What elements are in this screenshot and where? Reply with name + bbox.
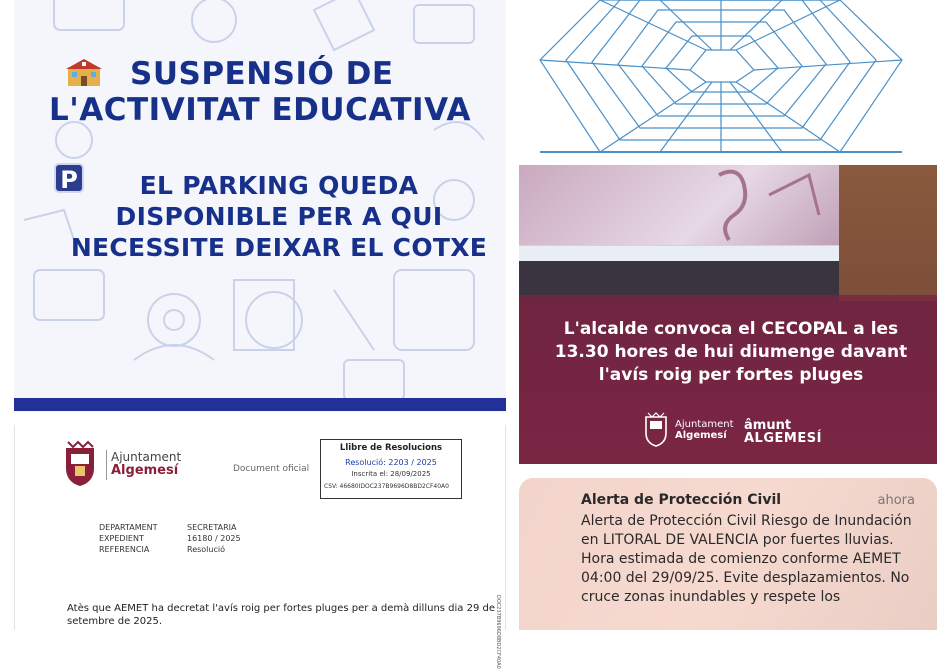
cecopal-headline: L'alcalde convoca el CECOPAL a les 13.30 hores de hui diumenge davant l'avís roig per fortes pluges [554, 319, 908, 385]
meta-row: EXPEDIENT 16180 / 2025 [99, 534, 241, 543]
inscription-date: Inscrita el: 28/09/2025 [351, 470, 431, 478]
resolution-number: Resolució: 2203 / 2025 [345, 458, 437, 467]
amunt-brand-line2: ALGEMESÍ [744, 431, 822, 446]
document-metadata [99, 522, 241, 555]
resolution-register-box [320, 439, 462, 499]
csv-code: CSV: 46680IDOC237B9696D8BD2CF40A0 [324, 483, 449, 490]
alert-timestamp: ahora [877, 493, 915, 508]
alert-body: Alerta de Protección Civil Riesgo de Inundación en LITORAL DE VALENCIA por fuertes lluvias. Hora estimada de comienzo conforme AEMET 04:00 del 29/09/25. Evite desplazamientos. No cruce zonas inundables y respete los [581, 513, 912, 605]
logo-ajuntament-label: Ajuntament [675, 419, 734, 430]
education-suspension-poster [14, 0, 506, 412]
alert-title: Alerta de Protección Civil [581, 492, 782, 508]
meta-row: DEPARTAMENT SECRETARIA [99, 523, 237, 532]
meta-row: REFERENCIA Resolució [99, 545, 225, 554]
poster-title [14, 56, 506, 128]
poster-divider-bar [14, 398, 506, 411]
logo-divider [106, 450, 107, 480]
cecopal-news-card [519, 165, 937, 464]
poster-title-line1: SUSPENSIÓ DE [130, 56, 394, 92]
doc-logo-algemesi: Algemesí [111, 463, 179, 478]
amunt-brand-line1: âmunt [744, 418, 792, 433]
document-side-code: DOC237B9696D8BD2CF40A0 [495, 595, 501, 669]
doc-logo-ajuntament: Ajuntament [111, 450, 182, 464]
civil-protection-alert[interactable] [519, 478, 937, 630]
geometric-pattern [540, 0, 902, 152]
register-title: Llibre de Resolucions [339, 443, 443, 453]
cecopal-logos [644, 413, 844, 449]
resolution-document [14, 425, 506, 669]
parking-notice: EL PARKING QUEDA DISPONIBLE PER A QUI NECESSITE DEIXAR EL COTXE [70, 171, 488, 262]
document-body-text: Atès que AEMET ha decretat l'avís roig per fortes pluges per a demà dilluns dia 29 de setembre de 2025. [67, 603, 496, 627]
logo-algemesi-label: Algemesí [675, 430, 727, 441]
poster-title-line2: L'ACTIVITAT EDUCATIVA [49, 92, 471, 128]
screen-graphic [519, 165, 839, 245]
screen-taskbar [519, 245, 839, 261]
town-shield-icon [644, 413, 668, 447]
parking-icon: P [54, 163, 84, 193]
town-shield-icon [63, 440, 97, 488]
official-document-label: Document oficial [233, 464, 310, 474]
